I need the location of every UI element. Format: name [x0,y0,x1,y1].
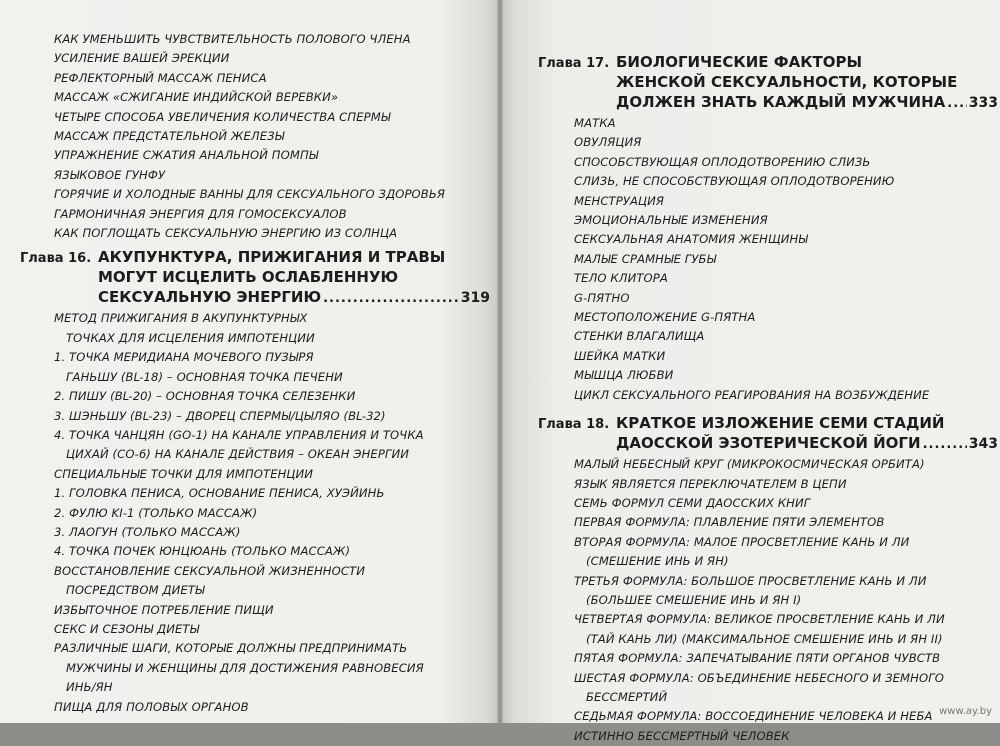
toc-entry [538,211,998,230]
toc-entry-line: ИЗБЫТОЧНОЕ ПОТРЕБЛЕНИЕ ПИЩИ [54,602,274,617]
toc-entry [538,649,998,668]
toc-entry-continuation: (СМЕШЕНИЕ ИНЬ И ЯН) [586,554,729,569]
toc-entry [538,669,998,708]
toc-entry [20,387,490,406]
toc-entry-continuation: ГАНЬШУ (BL-18) – ОСНОВНАЯ ТОЧКА ПЕЧЕНИ [66,369,343,384]
chapter-title-line: ЖЕНСКОЙ СЕКСУАЛЬНОСТИ, КОТОРЫЕ [616,73,958,91]
toc-entry [20,465,490,484]
toc-entry-line: ВОССТАНОВЛЕНИЕ СЕКСУАЛЬНОЙ ЖИЗНЕННОСТИ [54,563,365,578]
toc-entry [20,639,490,697]
left-top-entries [20,30,490,243]
toc-entry-line: ЭМОЦИОНАЛЬНЫЕ ИЗМЕНЕНИЯ [574,213,768,228]
toc-entry-continuation: МУЖЧИНЫ И ЖЕНЩИНЫ ДЛЯ ДОСТИЖЕНИЯ РАВНОВЕСИЯ [66,660,424,675]
chapter-17-entries [538,114,998,405]
toc-entry-line: ЧЕТВЕРТАЯ ФОРМУЛА: ВЕЛИКОЕ ПРОСВЕТЛЕНИЕ КАНЬ И ЛИ [574,612,945,627]
toc-entry [20,484,490,503]
chapter-label: Глава 18. [538,417,610,433]
toc-entry [538,455,998,474]
right-page [500,0,1000,743]
toc-entry [538,308,998,327]
toc-entry-line: 4. ТОЧКА ЧАНЦЯН (GO-1) НА КАНАЛЕ УПРАВЛЕНИЯ И ТОЧКА [54,427,424,442]
toc-entry-line: 2. ФУЛЮ KI-1 (ТОЛЬКО МАССАЖ) [54,505,258,520]
chapter-title-line: СЕКСУАЛЬНУЮ ЭНЕРГИЮ [98,288,322,307]
toc-entry-line: ПИЩА ДЛЯ ПОЛОВЫХ ОРГАНОВ [54,699,249,714]
toc-entry [20,49,490,68]
toc-entry [538,386,998,405]
toc-entry-line: СЕКСУАЛЬНАЯ АНАТОМИЯ ЖЕНЩИНЫ [574,232,808,247]
toc-entry-line: КАК ПОГЛОЩАТЬ СЕКСУАЛЬНУЮ ЭНЕРГИЮ ИЗ СОЛНЦА [54,226,398,241]
toc-entry-line: СЕДЬМАЯ ФОРМУЛА: ВОССОЕДИНЕНИЕ ЧЕЛОВЕКА И НЕБА [574,709,933,724]
chapter-title-line: АКУПУНКТУРА, ПРИЖИГАНИЯ И ТРАВЫ [98,248,446,267]
toc-entry [20,698,490,717]
watermark: www.ay.by [939,706,992,717]
left-toc-column [20,30,490,717]
toc-entry-line: МЕСТОПОЛОЖЕНИЕ G-ПЯТНА [574,310,756,325]
toc-entry-line: ПЕРВАЯ ФОРМУЛА: ПЛАВЛЕНИЕ ПЯТИ ЭЛЕМЕНТОВ [574,515,885,530]
toc-entry-line: МАТКА [574,116,616,130]
toc-entry-line: КАК УМЕНЬШИТЬ ЧУВСТВИТЕЛЬНОСТЬ ПОЛОВОГО ЧЛЕНА [54,32,411,46]
left-page [0,0,500,723]
toc-entry-continuation: ПОСРЕДСТВОМ ДИЕТЫ [66,583,205,598]
toc-entry [20,185,490,204]
toc-entry [538,250,998,269]
toc-entry [538,366,998,385]
chapter-18-heading [538,413,998,453]
toc-entry [20,205,490,224]
toc-entry-line: МЕТОД ПРИЖИГАНИЯ В АКУПУНКТУРНЫХ [54,311,308,326]
toc-entry-line: ШЕСТАЯ ФОРМУЛА: ОБЪЕДИНЕНИЕ НЕБЕСНОГО И ЗЕМНОГО [574,670,944,685]
toc-entry [538,192,998,211]
chapter-page-number: 333 [968,95,998,111]
book-spine [497,0,503,723]
toc-entry-line: G-ПЯТНО [574,290,630,305]
toc-entry-line: ЧЕТЫРЕ СПОСОБА УВЕЛИЧЕНИЯ КОЛИЧЕСТВА СПЕРМЫ [54,109,391,124]
toc-entry [20,523,490,542]
toc-entry [20,620,490,639]
toc-entry [538,327,998,346]
toc-entry-line: ИСТИННО БЕССМЕРТНЫЙ ЧЕЛОВЕК [574,728,790,743]
toc-entry-line: 1. ГОЛОВКА ПЕНИСА, ОСНОВАНИЕ ПЕНИСА, ХУЭЙИНЬ [54,486,385,501]
chapter-title-line: МОГУТ ИСЦЕЛИТЬ ОСЛАБЛЕННУЮ [98,268,399,287]
chapter-17-heading [538,52,998,112]
toc-entry-line: 1. ТОЧКА МЕРИДИАНА МОЧЕВОГО ПУЗЫРЯ [54,350,314,365]
toc-entry-line: 3. ШЭНЬШУ (BL-23) – ДВОРЕЦ СПЕРМЫ/ЦЫЛЯО (BL-32) [54,408,386,423]
toc-entry [20,407,490,426]
right-toc-column [538,48,998,746]
toc-entry-line: СЛИЗЬ, НЕ СПОСОБСТВУЮЩАЯ ОПЛОДОТВОРЕНИЮ [574,174,895,189]
toc-entry [538,172,998,191]
toc-entry-line: МАЛЫЙ НЕБЕСНЫЙ КРУГ (МИКРОКОСМИЧЕСКАЯ ОРБИТА) [574,457,925,472]
toc-entry [538,347,998,366]
toc-entry [20,562,490,601]
toc-entry [538,269,998,288]
toc-entry-line: ГОРЯЧИЕ И ХОЛОДНЫЕ ВАННЫ ДЛЯ СЕКСУАЛЬНОГО ЗДОРОВЬЯ [54,187,446,202]
toc-entry-line: ТРЕТЬЯ ФОРМУЛА: БОЛЬШОЕ ПРОСВЕТЛЕНИЕ КАНЬ И ЛИ [574,573,927,588]
toc-entry [20,69,490,88]
toc-entry-line: ОВУЛЯЦИЯ [574,135,642,150]
toc-entry-line: МЕНСТРУАЦИЯ [574,193,665,208]
toc-entry [20,601,490,620]
toc-entry-line: СТЕНКИ ВЛАГАЛИЩА [574,329,705,344]
toc-entry [538,572,998,611]
toc-entry-line: МАССАЖ ПРЕДСТАТЕЛЬНОЙ ЖЕЛЕЗЫ [54,129,285,144]
toc-entry-continuation: ЦИХАЙ (CO-6) НА КАНАЛЕ ДЕЙСТВИЯ – ОКЕАН ЭНЕРГИИ [66,447,410,462]
leader-dots [923,437,967,452]
toc-entry [20,146,490,165]
toc-entry [20,542,490,561]
toc-entry-line: ПЯТАЯ ФОРМУЛА: ЗАПЕЧАТЫВАНИЕ ПЯТИ ОРГАНОВ ЧУВСТВ [574,651,941,666]
toc-entry-continuation: (БОЛЬШЕЕ СМЕШЕНИЕ ИНЬ И ЯН I) [586,592,802,607]
toc-entry-line: ШЕЙКА МАТКИ [574,348,666,363]
toc-entry [20,504,490,523]
toc-entry [538,289,998,308]
toc-entry-line: СЕКС И СЕЗОНЫ ДИЕТЫ [54,621,200,636]
toc-entry-line: ЯЗЫКОВОЕ ГУНФУ [54,167,166,182]
toc-entry-line: УПРАЖНЕНИЕ СЖАТИЯ АНАЛЬНОЙ ПОМПЫ [54,148,319,163]
chapter-page-number: 343 [968,436,998,453]
toc-entry-line: 2. ПИШУ (BL-20) – ОСНОВНАЯ ТОЧКА СЕЛЕЗЕНКИ [54,389,356,404]
toc-entry [20,166,490,185]
toc-entry-continuation: (ТАЙ КАНЬ ЛИ) (МАКСИМАЛЬНОЕ СМЕШЕНИЕ ИНЬ И ЯН II) [586,631,943,646]
toc-entry [538,153,998,172]
toc-entry-line: ТЕЛО КЛИТОРА [574,271,668,286]
toc-entry-line: МЫШЦА ЛЮБВИ [574,368,674,383]
toc-entry [538,533,998,572]
toc-entry-line: УСИЛЕНИЕ ВАШЕЙ ЭРЕКЦИИ [54,51,230,66]
toc-entry [20,309,490,348]
chapter-title-line: ДАОССКОЙ ЭЗОТЕРИЧЕСКОЙ ЙОГИ [616,434,921,453]
leader-dots [323,291,459,306]
toc-entry [20,426,490,465]
toc-entry [20,224,490,243]
toc-entry [538,707,998,726]
toc-entry [538,513,998,532]
toc-entry [538,114,998,133]
toc-entry-continuation: ИНЬ/ЯН [66,680,113,695]
chapter-16-entries [20,309,490,717]
chapter-title-line: ДОЛЖЕН ЗНАТЬ КАЖДЫЙ МУЖЧИНА [616,93,946,111]
chapter-page-number: 319 [460,290,490,307]
toc-entry [20,30,490,49]
toc-entry-line: ВТОРАЯ ФОРМУЛА: МАЛОЕ ПРОСВЕТЛЕНИЕ КАНЬ И ЛИ [574,534,910,549]
toc-entry [538,475,998,494]
toc-entry [538,133,998,152]
toc-entry [20,108,490,127]
leader-dots [947,96,967,111]
toc-entry [538,494,998,513]
toc-entry-line: 3. ЛАОГУН (ТОЛЬКО МАССАЖ) [54,524,241,539]
toc-entry-line: ЯЗЫК ЯВЛЯЕТСЯ ПЕРЕКЛЮЧАТЕЛЕМ В ЦЕПИ [574,476,847,491]
toc-entry-line: СЕМЬ ФОРМУЛ СЕМИ ДАОССКИХ КНИГ [574,495,811,510]
toc-entry-line: СПОСОБСТВУЮЩАЯ ОПЛОДОТВОРЕНИЮ СЛИЗЬ [574,154,871,169]
toc-entry-line: ГАРМОНИЧНАЯ ЭНЕРГИЯ ДЛЯ ГОМОСЕКСУАЛОВ [54,206,347,221]
chapter-18-entries [538,455,998,746]
toc-entry [20,127,490,146]
chapter-label: Глава 16. [20,251,92,267]
chapter-title-line: БИОЛОГИЧЕСКИЕ ФАКТОРЫ [616,53,862,71]
toc-entry-line: ЦИКЛ СЕКСУАЛЬНОГО РЕАГИРОВАНИЯ НА ВОЗБУЖДЕНИЕ [574,387,930,402]
toc-entry-line: МАССАЖ «СЖИГАНИЕ ИНДИЙСКОЙ ВЕРЕВКИ» [54,90,339,105]
toc-entry [20,348,490,387]
toc-entry-line: 4. ТОЧКА ПОЧЕК ЮНЦЮАНЬ (ТОЛЬКО МАССАЖ) [54,544,351,559]
toc-entry-continuation: БЕССМЕРТИЙ [586,689,668,704]
toc-entry [538,230,998,249]
chapter-16-heading [20,247,490,307]
toc-entry [20,88,490,107]
toc-entry-line: РЕФЛЕКТОРНЫЙ МАССАЖ ПЕНИСА [54,70,267,85]
toc-entry-continuation: ТОЧКАХ ДЛЯ ИСЦЕЛЕНИЯ ИМПОТЕНЦИИ [66,330,315,345]
toc-entry [538,727,998,746]
chapter-title-line: КРАТКОЕ ИЗЛОЖЕНИЕ СЕМИ СТАДИЙ [616,414,945,433]
toc-entry-line: РАЗЛИЧНЫЕ ШАГИ, КОТОРЫЕ ДОЛЖНЫ ПРЕДПРИНИМАТЬ [54,641,408,656]
toc-entry-line: СПЕЦИАЛЬНЫЕ ТОЧКИ ДЛЯ ИМПОТЕНЦИИ [54,466,314,481]
chapter-label: Глава 17. [538,56,610,71]
toc-entry [538,610,998,649]
toc-entry-line: МАЛЫЕ СРАМНЫЕ ГУБЫ [574,251,717,266]
